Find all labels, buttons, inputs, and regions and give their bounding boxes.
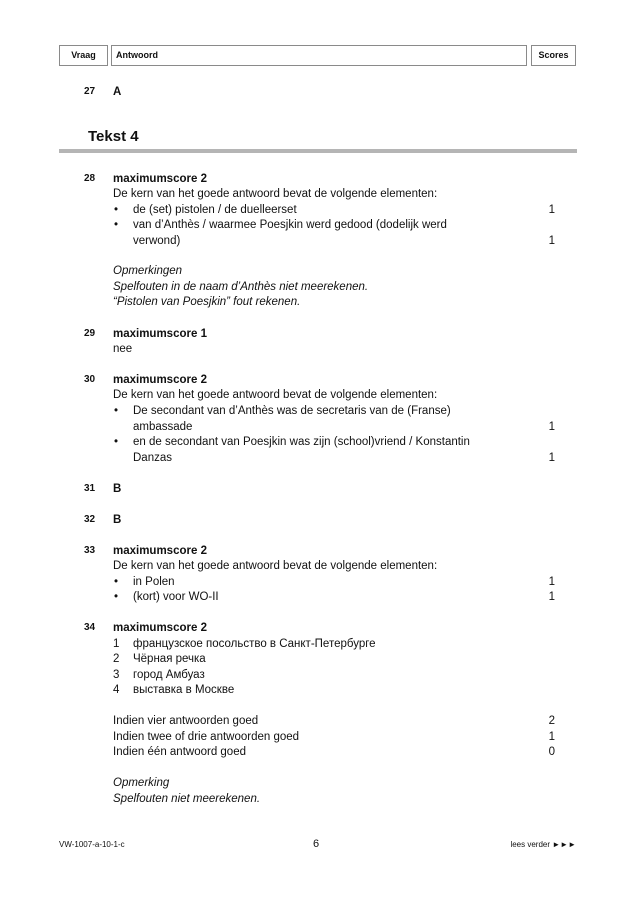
remark-text: Spelfouten in de naam d’Anthès niet meerekenen. xyxy=(113,281,369,293)
remarks-title: Opmerkingen xyxy=(113,265,183,277)
question-number: 28 xyxy=(84,173,96,184)
continue-notice: lees verder ►►► xyxy=(510,840,576,849)
answer: B xyxy=(113,483,122,495)
score-value: 2 xyxy=(548,715,555,727)
max-score: maximumscore 2 xyxy=(113,622,207,634)
bullet-icon: • xyxy=(114,591,119,603)
question-number: 31 xyxy=(84,483,96,494)
bullet-text: ambassade xyxy=(133,421,193,433)
intro-text: De kern van het goede antwoord bevat de volgende elementen: xyxy=(113,560,438,572)
question-number: 30 xyxy=(84,374,96,385)
section-title: Tekst 4 xyxy=(88,128,139,145)
scoring-text: Indien vier antwoorden goed xyxy=(113,715,259,727)
question-number: 29 xyxy=(84,328,96,339)
section-divider xyxy=(59,149,577,153)
max-score: maximumscore 1 xyxy=(113,328,207,340)
bullet-text: de (set) pistolen / de duelleerset xyxy=(133,204,297,216)
score-value: 1 xyxy=(548,731,555,743)
remark-text: Spelfouten niet meerekenen. xyxy=(113,793,261,805)
bullet-text: (kort) voor WO-II xyxy=(133,591,219,603)
max-score: maximumscore 2 xyxy=(113,374,207,386)
answer: A xyxy=(113,86,122,98)
question-number: 33 xyxy=(84,545,96,556)
bullet-text: De secondant van d’Anthès was de secretaris van de (Franse) xyxy=(133,405,451,417)
max-score: maximumscore 2 xyxy=(113,173,207,185)
bullet-icon: • xyxy=(114,204,119,216)
bullet-text: Danzas xyxy=(133,452,172,464)
intro-text: De kern van het goede antwoord bevat de volgende elementen: xyxy=(113,389,438,401)
document-code: VW-1007-a-10-1-c xyxy=(59,840,125,849)
scoring-text: Indien twee of drie antwoorden goed xyxy=(113,731,300,743)
item-number: 4 xyxy=(113,684,120,696)
remark-text: “Pistolen van Poesjkin” fout rekenen. xyxy=(113,296,301,308)
question-number: 32 xyxy=(84,514,96,525)
header-antwoord: Antwoord xyxy=(111,45,527,66)
bullet-text: en de secondant van Poesjkin was zijn (school)vriend / Konstantin xyxy=(133,436,470,448)
scoring-text: Indien één antwoord goed xyxy=(113,746,246,758)
score-value: 0 xyxy=(548,746,555,758)
bullet-icon: • xyxy=(114,436,119,448)
bullet-icon: • xyxy=(114,576,119,588)
header-scores: Scores xyxy=(531,45,576,66)
header-vraag: Vraag xyxy=(59,45,108,66)
answer: nee xyxy=(113,343,133,355)
max-score: maximumscore 2 xyxy=(113,545,207,557)
question-number: 27 xyxy=(84,86,96,97)
score-value: 1 xyxy=(548,235,555,247)
item-number: 1 xyxy=(113,638,120,650)
bullet-text: in Polen xyxy=(133,576,175,588)
score-value: 1 xyxy=(548,421,555,433)
item-number: 3 xyxy=(113,669,120,681)
bullet-text: verwond) xyxy=(133,235,181,247)
answer: B xyxy=(113,514,122,526)
intro-text: De kern van het goede antwoord bevat de volgende elementen: xyxy=(113,188,438,200)
item-text: город Амбуаз xyxy=(133,669,205,681)
item-text: выставка в Москве xyxy=(133,684,235,696)
score-value: 1 xyxy=(548,204,555,216)
bullet-icon: • xyxy=(114,405,119,417)
score-value: 1 xyxy=(548,452,555,464)
score-value: 1 xyxy=(548,591,555,603)
item-text: Чёрная речка xyxy=(133,653,206,665)
score-value: 1 xyxy=(548,576,555,588)
item-number: 2 xyxy=(113,653,120,665)
bullet-text: van d’Anthès / waarmee Poesjkin werd gedood (dodelijk werd xyxy=(133,219,447,231)
item-text: французское посольство в Санкт-Петербурге xyxy=(133,638,376,650)
remarks-title: Opmerking xyxy=(113,777,170,789)
bullet-icon: • xyxy=(114,219,119,231)
page-number: 6 xyxy=(313,838,320,850)
question-number: 34 xyxy=(84,622,96,633)
